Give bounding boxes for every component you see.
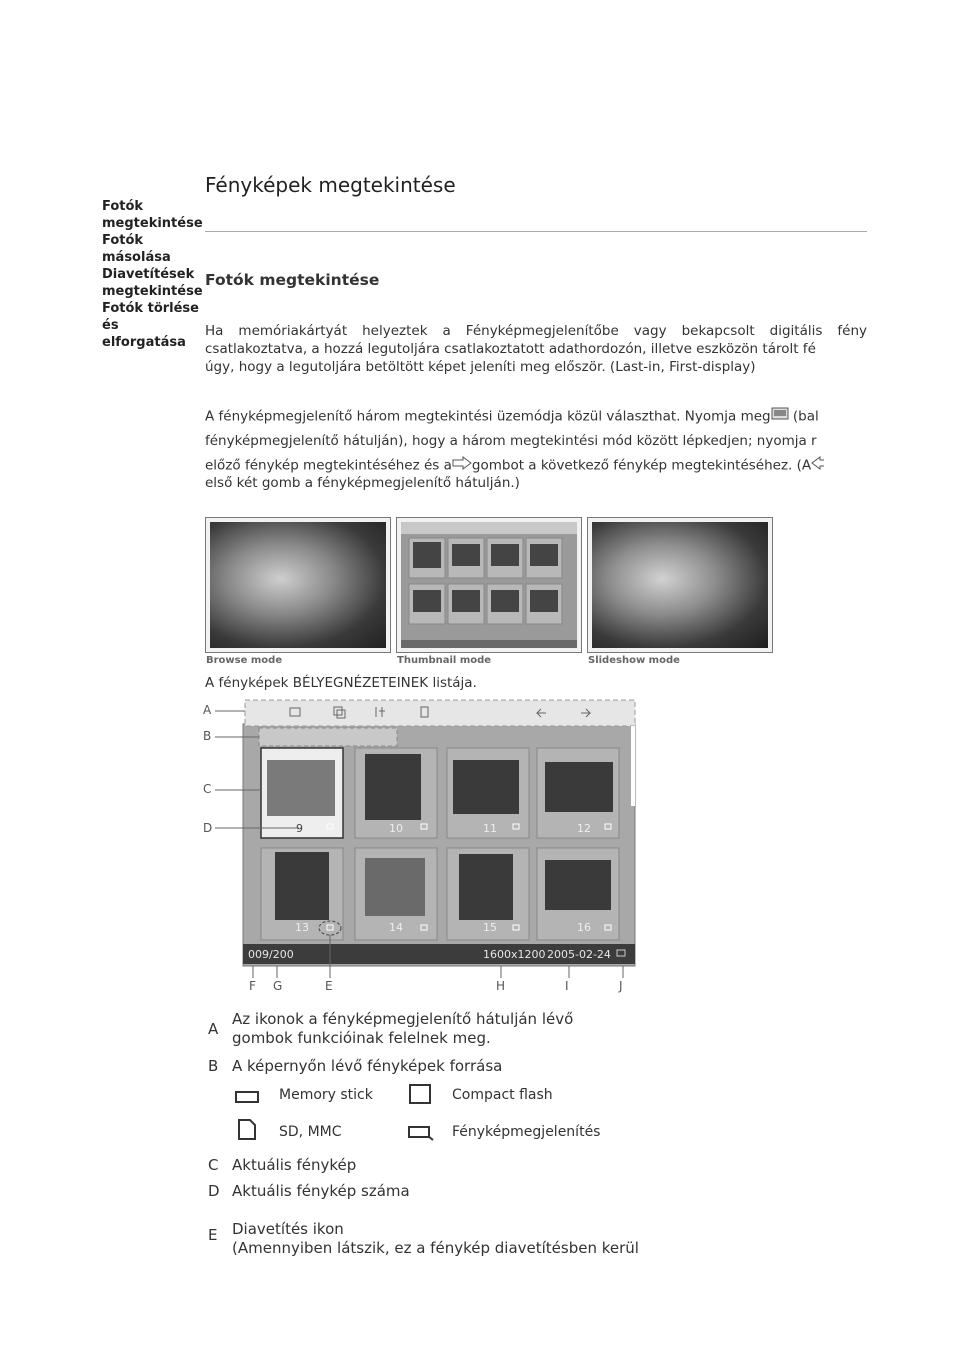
callout-e: E <box>325 979 333 993</box>
display-button-icon <box>771 407 789 426</box>
sidebar-nav <box>102 198 202 351</box>
callout-g: G <box>273 979 283 993</box>
sidebar-item-label: elforgatása <box>102 335 186 350</box>
legend-key-b: B <box>208 1057 219 1075</box>
legend-key-a: A <box>208 1020 219 1038</box>
thumb-number: 11 <box>483 822 497 835</box>
sidebar-item-diavetitesek[interactable] <box>102 266 202 300</box>
thumbnail-mode-screenshot <box>396 517 582 653</box>
paragraph-2-line-2: fényképmegjelenítő hátulján), hogy a három megtekintési mód között lépkedjen; nyomja r <box>205 433 817 449</box>
photo-frame-icon <box>408 1124 436 1146</box>
sidebar-item-label: és <box>102 318 119 333</box>
thumbnail-grid-image <box>401 522 577 648</box>
memory-stick-icon <box>235 1089 261 1109</box>
paragraph-2-line-1 <box>205 407 867 426</box>
thumb-number: 10 <box>389 822 403 835</box>
slideshow-mode-screenshot <box>587 517 773 653</box>
callout-h: H <box>496 979 506 993</box>
callout-a: A <box>203 703 212 717</box>
thumbnail-diagram <box>203 698 643 998</box>
paragraph-1-line-2: csatlakoztatva, a hozzá legutoljára csatlakoztatott adathordozón, illetve eszközön tárolt fé <box>205 341 816 357</box>
text: (Amennyiben látszik, ez a fénykép diavetítésben kerül <box>232 1239 639 1257</box>
thumb-number: 13 <box>295 921 309 934</box>
callout-f: F <box>249 979 256 993</box>
callout-j: J <box>619 979 623 993</box>
callout-b: B <box>203 729 212 743</box>
legend-text-b: A képernyőn lévő fényképek forrása <box>232 1057 503 1075</box>
text: gombok funkcióinak felelnek meg. <box>232 1029 491 1047</box>
sidebar-item-label: megtekintése <box>102 284 203 299</box>
paragraph-2-line-4: első két gomb a fényképmegjelenítő hátulján.) <box>205 475 520 491</box>
source-photo-viewer: Fényképmegjelenítés <box>452 1124 601 1140</box>
source-compact-flash: Compact flash <box>452 1087 553 1103</box>
legend-key-c: C <box>208 1156 219 1174</box>
status-resolution: 1600x1200 <box>483 948 546 961</box>
source-sd-mmc: SD, MMC <box>279 1124 342 1140</box>
source-memory-stick: Memory stick <box>279 1087 373 1103</box>
text: Az ikonok a fényképmegjelenítő hátulján lévő <box>232 1010 574 1028</box>
legend-key-d: D <box>208 1182 220 1200</box>
status-date: 2005-02-24 <box>547 948 611 961</box>
thumb-number: 9 <box>296 822 303 835</box>
browse-mode-screenshot <box>205 517 391 653</box>
sidebar-item-label: megtekintése <box>102 216 203 231</box>
text: A fényképmegjelenítő három megtekintési üzemódja közül választhat. Nyomja meg <box>205 408 771 425</box>
thumbnail-list-caption: A fényképek BÉLYEGNÉZETEINEK listája. <box>205 675 477 691</box>
arrow-right-icon <box>452 456 472 475</box>
text: előző fénykép megtekintéséhez és a <box>205 457 452 474</box>
sidebar-item-fotok-torlese[interactable] <box>102 300 202 351</box>
paragraph-1-line-1 <box>205 322 867 340</box>
section-title: Fotók megtekintése <box>205 271 380 289</box>
text: gombot a következő fénykép megtekintéséhez. (A <box>471 457 812 474</box>
legend-text-a <box>232 1010 573 1048</box>
paragraph-2-line-3 <box>205 456 867 475</box>
arrow-left-icon <box>811 456 825 475</box>
sd-card-icon <box>236 1118 258 1146</box>
legend-text-c: Aktuális fénykép <box>232 1156 357 1174</box>
callout-c: C <box>203 782 212 796</box>
legend-text-d: Aktuális fénykép száma <box>232 1182 410 1200</box>
thumb-number: 12 <box>577 822 591 835</box>
sidebar-item-fotok-masolasa[interactable] <box>102 232 202 266</box>
paragraph-1-line-3: úgy, hogy a legutoljára betöltött képet jeleníti meg először. (Last-in, First-display) <box>205 359 756 375</box>
thumb-number: 14 <box>389 921 403 934</box>
sidebar-item-label: Diavetítések <box>102 267 195 282</box>
sidebar-item-label: másolása <box>102 250 171 265</box>
compact-flash-icon <box>408 1083 434 1111</box>
sidebar-item-label: Fotók törlése <box>102 301 199 316</box>
text: Ha memóriakártyát helyeztek a Fényképmegjelenítőbe vagy bekapcsolt digitális fény <box>205 323 867 339</box>
slideshow-mode-label: Slideshow mode <box>588 655 680 666</box>
thumb-number: 15 <box>483 921 497 934</box>
thumbnail-mode-label: Thumbnail mode <box>397 655 492 666</box>
thumb-number: 16 <box>577 921 591 934</box>
sidebar-item-fotok-megtekintese[interactable] <box>102 198 202 232</box>
callout-d: D <box>203 821 213 835</box>
status-count: 009/200 <box>248 948 294 961</box>
text: (bal <box>788 408 819 425</box>
callout-i: I <box>565 979 569 993</box>
sidebar-item-label: Fotók <box>102 199 144 214</box>
page-title: Fényképek megtekintése <box>205 173 456 197</box>
title-divider <box>205 231 867 232</box>
sidebar-item-label: Fotók <box>102 233 144 248</box>
legend-text-e <box>232 1220 639 1258</box>
browse-mode-label: Browse mode <box>206 655 283 666</box>
text: Diavetítés ikon <box>232 1220 344 1238</box>
legend-key-e: E <box>208 1226 218 1244</box>
